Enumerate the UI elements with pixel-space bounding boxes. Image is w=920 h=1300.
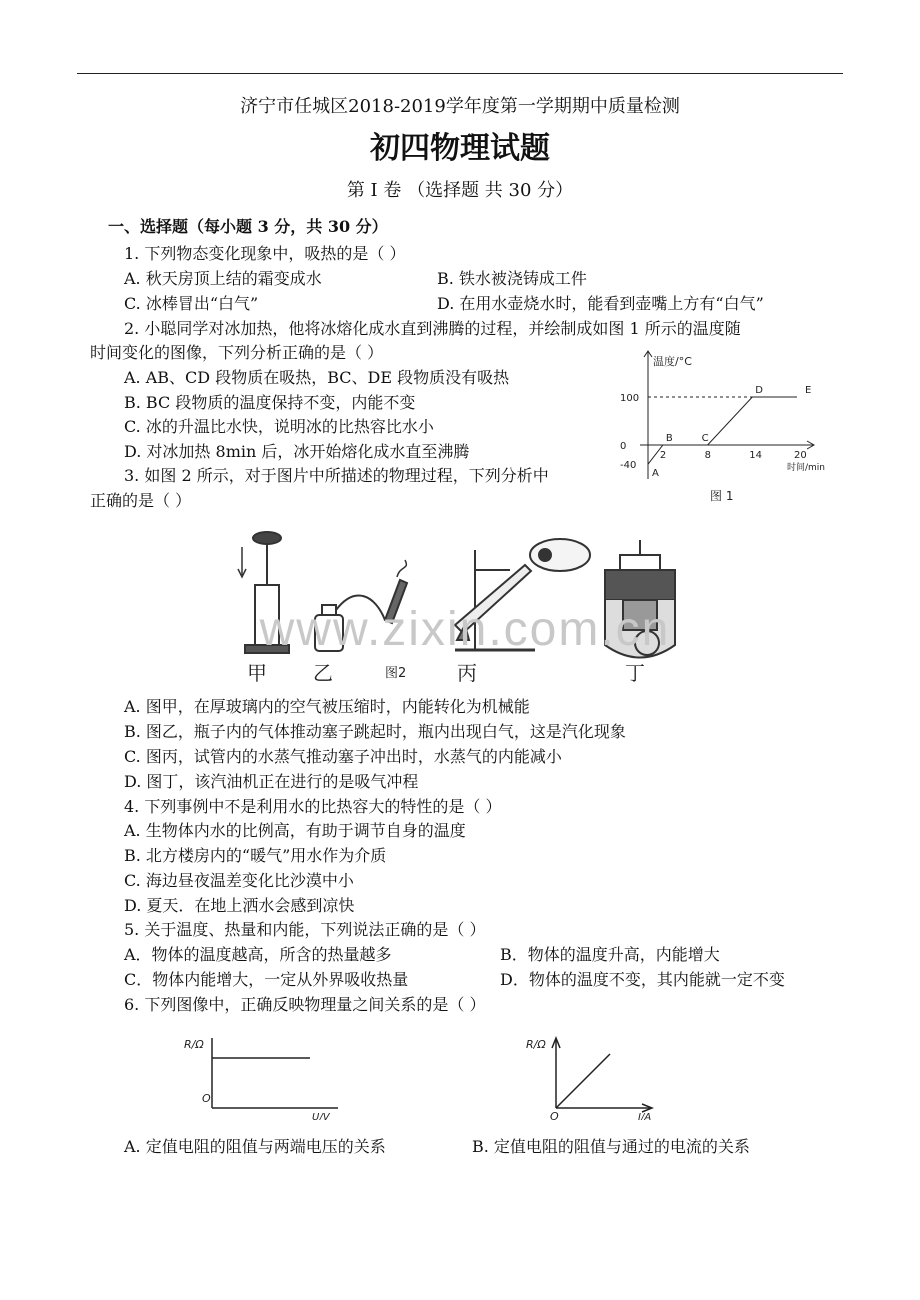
graph-b-x-label: I/A [638, 1112, 652, 1120]
q1-option-a: A. 秋天房顶上结的霜变成水 [124, 269, 322, 288]
figure1-point-label: E [805, 385, 812, 396]
q3-option-a: A. 图甲，在厚玻璃内的空气被压缩时，内能转化为机械能 [124, 697, 530, 716]
q5-option-b: B．物体的温度升高，内能增大 [500, 945, 720, 964]
q3-stem-line2: 正确的是（ ） [90, 491, 192, 510]
figure1-caption: 图 1 [710, 489, 734, 503]
figure1-y-tick: 100 [620, 393, 640, 404]
q2-option-b: B. BC 段物质的温度保持不变，内能不变 [124, 393, 416, 412]
figure1-point-label: B [665, 433, 673, 444]
watermark: www.zixin.com.cn [259, 603, 671, 656]
q3-option-b: B. 图乙，瓶子内的气体推动塞子跳起时，瓶内出现白气，这是汽化现象 [124, 722, 626, 741]
q3-option-c: C. 图丙，试管内的水蒸气推动塞子冲出时，水蒸气的内能减小 [124, 747, 562, 766]
q6-stem: 6. 下列图像中，正确反映物理量之间关系的是（ ） [124, 995, 486, 1014]
graph-a-y-label: R/Ω [184, 1038, 204, 1051]
q1-stem: 1. 下列物态变化现象中，吸热的是（ ） [124, 244, 406, 263]
q2-option-a: A. AB、CD 段物质在吸热，BC、DE 段物质没有吸热 [124, 368, 510, 387]
q2-option-d: D. 对冰加热 8min 后，冰开始熔化成水直至沸腾 [124, 442, 470, 461]
volume-heading: 第 I 卷 （选择题 共 30 分） [346, 180, 574, 201]
header-rule [77, 73, 843, 74]
q2-stem-line1: 2. 小聪同学对冰加热，他将冰熔化成水直到沸腾的过程，并绘制成如图 1 所示的温度随 [124, 319, 741, 338]
figure1-y-tick: -40 [620, 460, 637, 472]
q5-option-d: D．物体的温度不变，其内能就一定不变 [500, 970, 785, 989]
graph-b [520, 1030, 690, 1120]
q1-option-b: B. 铁水被浇铸成工件 [437, 269, 587, 288]
graph-a-origin: O [202, 1092, 211, 1105]
figure1-y-tick: 0 [620, 441, 627, 452]
figure1-x-tick: 2 [659, 450, 667, 461]
q1-option-d: D. 在用水壶烧水时，能看到壶嘴上方有“白气” [437, 294, 764, 313]
q3-option-d: D. 图丁，该汽油机正在进行的是吸气冲程 [124, 772, 419, 791]
figure1-x-tick: 14 [749, 450, 763, 461]
exam-line: 济宁市任城区2018-2019学年度第一学期期中质量检测 [240, 96, 680, 117]
section-heading: 一、选择题（每小题 3 分，共 30 分） [108, 217, 388, 236]
graph-b-line [556, 1054, 610, 1108]
q5-option-a: A．物体的温度越高，所含的热量越多 [124, 945, 392, 964]
figure1-x-label: 时间/min [787, 463, 826, 473]
q1-option-c: C. 冰棒冒出“白气” [124, 294, 259, 313]
figure1-x-tick: 8 [704, 450, 711, 461]
q4-stem: 4. 下列事例中不是利用水的比热容大的特性的是（ ） [124, 797, 502, 816]
q2-option-c: C. 冰的升温比水快，说明冰的比热容比水小 [124, 417, 434, 436]
figure1-point-label: D [755, 385, 764, 396]
figure1-chart [615, 347, 840, 507]
figure1-y-label: 温度/°C [653, 355, 692, 368]
q5-option-c: C．物体内能增大，一定从外界吸收热量 [124, 970, 409, 989]
graph-a-x-label: U/V [312, 1112, 330, 1120]
graph-b-y-label: R/Ω [526, 1038, 546, 1051]
figure1-x-tick: 20 [794, 450, 807, 461]
graph-b-origin: O [550, 1110, 559, 1120]
figure2-label-bing: 丙 [457, 661, 477, 685]
figure2-label-yi: 乙 [313, 661, 333, 685]
figure1-point-label: A [652, 468, 659, 480]
q6-option-b: B. 定值电阻的阻值与通过的电流的关系 [472, 1137, 750, 1156]
figure2-label-ding: 丁 [625, 661, 645, 685]
q4-option-b: B. 北方楼房内的“暖气”用水作为介质 [124, 846, 387, 865]
page-title: 初四物理试题 [370, 131, 550, 166]
figure1-point-label: C [701, 433, 709, 444]
figure2-label-jia: 甲 [247, 661, 267, 685]
q4-option-c: C. 海边昼夜温差变化比沙漠中小 [124, 871, 354, 890]
graph-a [178, 1030, 348, 1120]
figure2-caption: 图2 [385, 666, 407, 681]
q3-stem-line1: 3. 如图 2 所示，对于图片中所描述的物理过程，下列分析中 [124, 466, 549, 485]
q4-option-a: A. 生物体内水的比例高，有助于调节自身的温度 [124, 821, 466, 840]
q5-stem: 5. 关于温度、热量和内能，下列说法正确的是（ ） [124, 920, 486, 939]
q4-option-d: D. 夏天．在地上洒水会感到凉快 [124, 896, 355, 915]
q6-option-a: A. 定值电阻的阻值与两端电压的关系 [124, 1137, 386, 1156]
figure1-series-line [648, 397, 797, 464]
q2-stem-line2: 时间变化的图像，下列分析正确的是（ ） [90, 343, 384, 362]
